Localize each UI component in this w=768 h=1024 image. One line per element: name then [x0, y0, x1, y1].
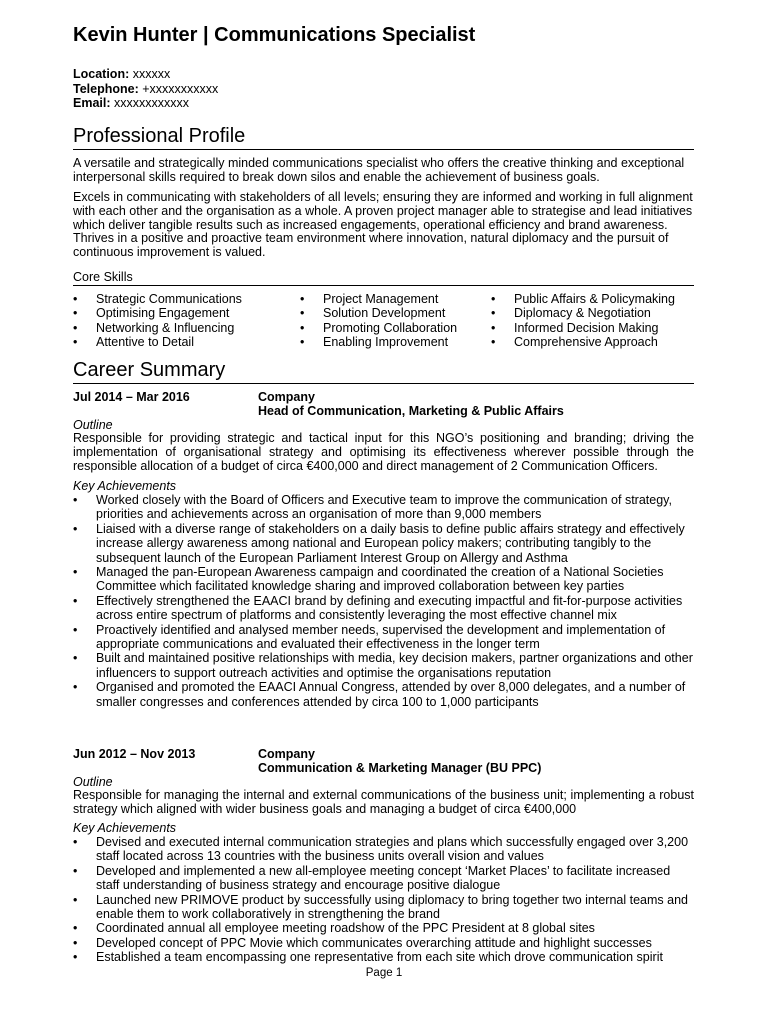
list-item	[73, 623, 694, 652]
bullet-icon: •	[491, 320, 496, 335]
skill-item	[300, 321, 457, 335]
achievement-text: Devised and executed internal communication strategies and plans which successfully engaged over 3,200 staff located across 13 countries with the business units overall vision and values	[96, 835, 689, 864]
achievement-text: Liaised with a diverse range of stakeholders on a daily basis to define public affairs strategy and effectively increase allergy awareness among national and European policy makers; contributing tangibly to the subsequent launch of the European Parliament Interest Group on Allergy and Asthma	[96, 521, 685, 565]
role-dates: Jul 2014 – Mar 2016	[73, 390, 190, 404]
achievements-list	[73, 493, 694, 709]
skill-item	[73, 321, 242, 335]
skills-column-3	[491, 292, 675, 350]
outline-label: Outline	[73, 775, 113, 789]
bullet-icon: •	[73, 921, 78, 936]
list-item	[73, 950, 694, 964]
achievement-text: Developed and implemented a new all-employee meeting concept ‘Market Places’ to facilitate increased staff understanding of business strategy and encourage positive dialogue	[96, 863, 671, 893]
bullet-icon: •	[491, 292, 496, 306]
role-company: Company	[258, 390, 315, 404]
location-line	[73, 67, 218, 82]
role-outline: Responsible for managing the internal and external communications of the business unit; implementing a robust strategy which aligned with wider business goals and managing a budget of circa €400,000	[73, 788, 694, 816]
skill-label: Public Affairs & Policymaking	[514, 292, 675, 306]
list-item	[73, 680, 694, 709]
bullet-icon: •	[73, 622, 78, 637]
list-item	[73, 864, 694, 893]
email-line	[73, 96, 218, 111]
resume-title: Kevin Hunter | Communications Specialist	[73, 24, 476, 46]
email-value: xxxxxxxxxxxx	[110, 96, 189, 110]
skill-label: Optimising Engagement	[96, 306, 230, 321]
skill-label: Strategic Communications	[96, 292, 242, 306]
bullet-icon: •	[73, 335, 78, 350]
skill-item	[73, 335, 242, 349]
achievement-text: Proactively identified and analysed member needs, supervised the development and implementation of appropriate communications and evaluated their effectiveness in the longer term	[96, 622, 666, 652]
telephone-label: Telephone:	[73, 81, 139, 96]
bullet-icon: •	[73, 950, 78, 965]
bullet-icon: •	[300, 335, 305, 350]
bullet-icon: •	[73, 521, 78, 536]
outline-label: Outline	[73, 418, 113, 432]
location-label: Location:	[73, 67, 130, 81]
skill-label: Comprehensive Approach	[514, 335, 658, 350]
profile-heading: Professional Profile	[73, 125, 694, 150]
bullet-icon: •	[73, 320, 78, 335]
skills-column-2	[300, 292, 457, 350]
skill-label: Enabling Improvement	[323, 335, 449, 350]
role-company-block	[258, 390, 564, 418]
skill-label: Networking & Influencing	[96, 320, 235, 335]
skill-item	[491, 335, 675, 349]
bullet-icon: •	[300, 306, 305, 321]
location-value: xxxxxx	[129, 67, 171, 81]
bullet-icon: •	[73, 493, 78, 507]
achievement-text: Established a team encompassing one representative from each site which drove communication spirit	[96, 950, 663, 965]
skill-item	[300, 335, 457, 349]
bullet-icon: •	[73, 680, 78, 695]
bullet-icon: •	[73, 306, 78, 321]
skills-column-1	[73, 292, 242, 350]
core-skills-heading: Core Skills	[73, 270, 694, 286]
bullet-icon: •	[73, 651, 78, 666]
achievement-text: Coordinated annual all employee meeting roadshow of the PPC President at 8 global sites	[96, 921, 595, 936]
list-item	[73, 893, 694, 922]
list-item	[73, 651, 694, 680]
skill-item	[491, 306, 675, 320]
skill-label: Attentive to Detail	[96, 335, 194, 350]
telephone-value: +xxxxxxxxxxx	[138, 81, 219, 96]
skill-item	[73, 306, 242, 320]
achievement-text: Worked closely with the Board of Officers and Executive team to improve the communication of strategy, priorities and achievements across an organisation of more than 9,000 members	[96, 493, 672, 522]
career-heading: Career Summary	[73, 359, 694, 384]
skill-item	[73, 292, 242, 306]
achievement-text: Effectively strengthened the EAACI brand by defining and executing impactful and fit-for-purpose activities across entire spectrum of platforms and consistently leveraging the most effective channel mix	[96, 593, 683, 623]
skill-item	[300, 292, 457, 306]
achievements-list	[73, 835, 694, 965]
list-item	[73, 936, 694, 950]
telephone-line	[73, 82, 218, 97]
skill-label: Promoting Collaboration	[323, 320, 458, 335]
contact-block	[73, 67, 218, 111]
bullet-icon: •	[491, 335, 496, 350]
role-title: Head of Communication, Marketing & Public Affairs	[258, 404, 564, 418]
page-number: Page 1	[365, 967, 403, 979]
bullet-icon: •	[73, 292, 78, 306]
achievement-text: Managed the pan-European Awareness campaign and coordinated the creation of a National Societies Committee which facilitated knowledge sharing and improved collaboration between key parties	[96, 565, 664, 594]
skill-label: Solution Development	[323, 306, 446, 321]
list-item	[73, 493, 694, 522]
skill-label: Diplomacy & Negotiation	[514, 306, 651, 321]
skill-item	[491, 292, 675, 306]
role-outline: Responsible for providing strategic and tactical input for this NGO’s positioning and branding; driving the implementation of organisational strategy and optimising its effectiveness wherever possible through the responsible allocation of a budget of circa €400,000 and direct management of 2 Communication Officers.	[73, 431, 694, 473]
role-title: Communication & Marketing Manager (BU PPC)	[258, 761, 542, 775]
list-item	[73, 522, 694, 565]
list-item	[73, 921, 694, 935]
bullet-icon: •	[73, 835, 78, 849]
role-company: Company	[258, 747, 315, 761]
achievements-label: Key Achievements	[73, 821, 177, 835]
email-label: Email:	[73, 96, 111, 110]
bullet-icon: •	[73, 593, 78, 608]
skill-item	[491, 321, 675, 335]
profile-paragraph-1: A versatile and strategically minded communications specialist who offers the creative thinking and exceptional interpersonal skills required to break down silos and enable the achievement of business goals.	[73, 156, 685, 184]
achievement-text: Launched new PRIMOVE product by successfully using diplomacy to bring together two internal teams and enable them to work collaboratively in strengthening the brand	[96, 892, 688, 922]
list-item	[73, 835, 694, 864]
bullet-icon: •	[73, 863, 78, 878]
skill-label: Informed Decision Making	[514, 320, 659, 335]
skill-label: Project Management	[323, 292, 439, 306]
bullet-icon: •	[491, 306, 496, 321]
role-dates: Jun 2012 – Nov 2013	[73, 747, 196, 761]
list-item	[73, 565, 694, 594]
achievements-label: Key Achievements	[73, 479, 177, 493]
achievement-text: Developed concept of PPC Movie which communicates overarching attitude and highlight successes	[96, 935, 652, 950]
bullet-icon: •	[300, 292, 305, 306]
bullet-icon: •	[73, 565, 78, 580]
bullet-icon: •	[73, 892, 78, 907]
skill-item	[300, 306, 457, 320]
achievement-text: Built and maintained positive relationships with media, key decision makers, partner organizations and other influencers to support outreach activities and optimise the organisations reputation	[96, 651, 693, 680]
role-company-block	[258, 747, 541, 775]
bullet-icon: •	[73, 935, 78, 950]
bullet-icon: •	[300, 320, 305, 335]
profile-paragraph-2: Excels in communicating with stakeholders of all levels; ensuring they are informed and working in full alignment with each other and the organisation as a whole. A proven project manager able to strategise and lead initiatives which deliver tangible results such as increased engagements, operational efficiency and brand awareness. Thrives in a positive and proactive team environment where innovation, natural diplomacy and the pursuit of continuous improvement is valued.	[73, 190, 693, 260]
achievement-text: Organised and promoted the EAACI Annual Congress, attended by over 8,000 delegates, and a number of smaller congresses and conferences attended by circa 100 to 1,000 participants	[96, 680, 686, 709]
list-item	[73, 594, 694, 623]
